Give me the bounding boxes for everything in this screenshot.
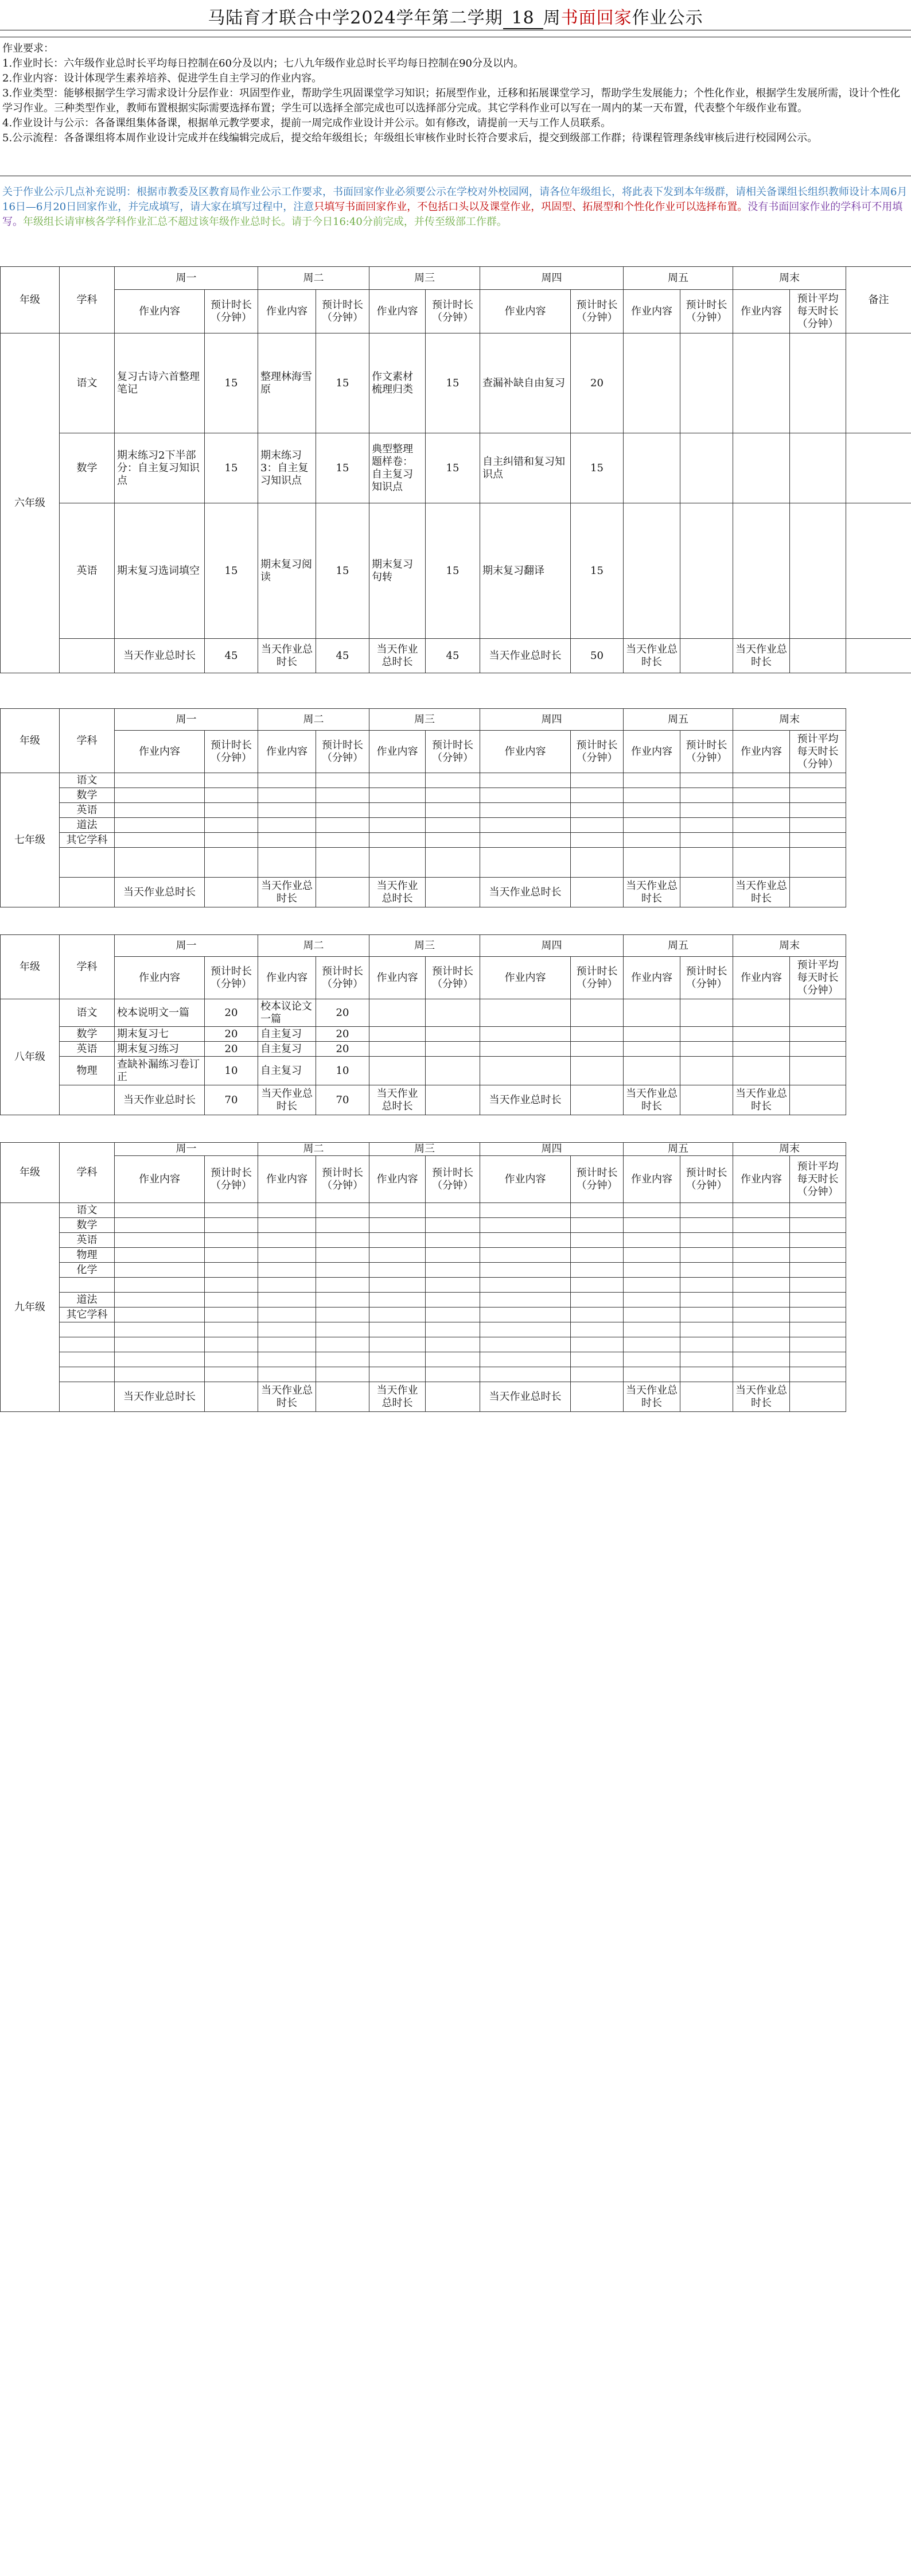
remark-header: 备注 (846, 267, 911, 333)
minutes-cell (790, 433, 846, 503)
table-row (1, 1337, 911, 1352)
est-header: 预计时长（分钟） (316, 290, 369, 333)
homework-cell: 自主纠错和复习知识点 (480, 433, 571, 503)
content-header: 作业内容 (733, 1156, 790, 1203)
subject-cell: 其它学科 (60, 833, 115, 848)
total-value: 50 (571, 639, 624, 673)
content-header: 作业内容 (480, 290, 571, 333)
est-header: 预计时长（分钟） (316, 731, 369, 773)
est-header: 预计时长（分钟） (426, 731, 480, 773)
total-label: 当天作业总时长 (733, 1085, 790, 1115)
total-label: 当天作业总时长 (369, 1085, 426, 1115)
grade7-table (0, 708, 911, 907)
day-header: 周三 (369, 935, 480, 957)
subject-cell: 英语 (60, 1233, 115, 1248)
subject-header: 学科 (60, 1143, 115, 1203)
supplement-text: 关于作业公示几点补充说明：根据市教委及区教育局作业公示工作要求，书面回家作业必须要公示在学校对外校园网，请各位年级组长，将此表下发到本年级群，请相关备课组长组织教师设计本周6月16日—6月20日回家作业，并完成填写，请大家在填写过程中，注意 (2, 186, 908, 213)
subject-cell: 语文 (60, 773, 115, 788)
minutes-cell (680, 503, 733, 639)
day-header: 周五 (624, 1143, 733, 1156)
est-header: 预计时长（分钟） (426, 290, 480, 333)
total-label: 当天作业总时长 (733, 1382, 790, 1412)
subject-cell: 道法 (60, 818, 115, 833)
totals-row (1, 1085, 911, 1115)
day-header: 周二 (258, 935, 369, 957)
day-header: 周末 (733, 935, 846, 957)
homework-cell: 校本议论文一篇 (258, 999, 316, 1027)
day-header: 周四 (480, 1143, 624, 1156)
subject-cell: 英语 (60, 803, 115, 818)
minutes-cell: 15 (316, 333, 369, 433)
supplement-text-purple: 没有书面回家作业的学科可不用填写。 (2, 201, 903, 228)
grade-label: 九年级 (1, 1203, 60, 1412)
title-prefix: 马陆育才联合中学2024学年第二学期 (208, 8, 503, 28)
day-header: 周一 (115, 709, 258, 731)
total-value: 70 (205, 1085, 258, 1115)
day-header: 周四 (480, 935, 624, 957)
content-header: 作业内容 (733, 290, 790, 333)
grade-header: 年级 (1, 709, 60, 773)
homework-cell: 自主复习 (258, 1042, 316, 1057)
table-row (1, 1233, 911, 1248)
minutes-cell: 15 (426, 333, 480, 433)
total-label: 当天作业总时长 (115, 1382, 205, 1412)
day-header: 周末 (733, 1143, 846, 1156)
table-row (1, 1367, 911, 1382)
grade-label: 七年级 (1, 773, 60, 907)
table-row (1, 833, 911, 848)
est-header: 预计时长（分钟） (316, 1156, 369, 1203)
subject-cell: 语文 (60, 999, 115, 1027)
est-header: 预计时长（分钟） (571, 1156, 624, 1203)
requirement-item: 2.作业内容：设计体现学生素养培养、促进学生自主学习的作业内容。 (2, 72, 322, 84)
day-header: 周三 (369, 709, 480, 731)
homework-cell: 查缺补漏练习卷订正 (115, 1057, 205, 1085)
table-row (1, 1278, 911, 1293)
supplement-note (2, 185, 908, 230)
day-header: 周末 (733, 267, 846, 290)
content-header: 作业内容 (624, 1156, 680, 1203)
subject-cell: 语文 (60, 1203, 115, 1218)
homework-cell (624, 333, 680, 433)
total-label: 当天作业总时长 (624, 639, 680, 673)
table-row (1, 803, 911, 818)
content-header: 作业内容 (115, 290, 205, 333)
grade-label: 六年级 (1, 333, 60, 673)
table-row (1, 999, 911, 1027)
grade-header: 年级 (1, 935, 60, 999)
day-header: 周三 (369, 1143, 480, 1156)
est-header: 预计时长（分钟） (205, 731, 258, 773)
homework-cell: 校本说明文一篇 (115, 999, 205, 1027)
weekly-avg-header: 预计平均每天时长（分钟） (790, 731, 846, 773)
content-header: 作业内容 (258, 957, 316, 999)
content-header: 作业内容 (369, 731, 426, 773)
content-header: 作业内容 (258, 731, 316, 773)
total-value: 45 (205, 639, 258, 673)
subject-header: 学科 (60, 935, 115, 999)
table-row (1, 1027, 911, 1042)
subject-cell: 语文 (60, 333, 115, 433)
total-label: 当天作业总时长 (115, 639, 205, 673)
table-row (1, 818, 911, 833)
homework-cell: 整理林海雪原 (258, 333, 316, 433)
homework-cell (733, 503, 790, 639)
est-header: 预计时长（分钟） (680, 957, 733, 999)
title-highlight: 书面回家 (560, 8, 632, 28)
table-row (1, 1203, 911, 1218)
est-header: 预计时长（分钟） (571, 290, 624, 333)
subject-cell: 数学 (60, 433, 115, 503)
table-row (1, 1263, 911, 1278)
totals-row (1, 639, 911, 673)
content-header: 作业内容 (369, 290, 426, 333)
requirement-item: 4.作业设计与公示：各备课组集体备课，根据单元教学要求，提前一周完成作业设计并公示。如有修改，请提前一天与工作人员联系。 (2, 117, 612, 129)
minutes-cell: 15 (316, 433, 369, 503)
remark-cell (846, 333, 911, 433)
content-header: 作业内容 (624, 731, 680, 773)
homework-cell: 自主复习 (258, 1057, 316, 1085)
minutes-cell: 20 (205, 1042, 258, 1057)
total-value: 45 (316, 639, 369, 673)
day-header: 周一 (115, 935, 258, 957)
content-header: 作业内容 (369, 1156, 426, 1203)
content-header: 作业内容 (480, 957, 571, 999)
content-header: 作业内容 (369, 957, 426, 999)
total-label: 当天作业总时长 (115, 1085, 205, 1115)
total-label: 当天作业总时长 (258, 1382, 316, 1412)
subject-cell: 英语 (60, 503, 115, 639)
table-row (1, 333, 911, 433)
total-label: 当天作业总时长 (369, 1382, 426, 1412)
homework-cell: 查漏补缺自由复习 (480, 333, 571, 433)
grade8-table (0, 934, 911, 1115)
table-row (1, 1352, 911, 1367)
minutes-cell: 20 (205, 1027, 258, 1042)
grade9-table (0, 1142, 911, 1412)
homework-cell: 作文素材梳理归类 (369, 333, 426, 433)
total-value: 45 (426, 639, 480, 673)
est-header: 预计时长（分钟） (316, 957, 369, 999)
subject-cell: 物理 (60, 1248, 115, 1263)
table-row (1, 788, 911, 803)
content-header: 作业内容 (115, 731, 205, 773)
supplement-highlight: 只填写书面回家作业，不包括口头以及课堂作业，巩固型、拓展型和个性化作业可以选择布置。 (314, 201, 748, 213)
content-header: 作业内容 (480, 1156, 571, 1203)
subject-cell: 物理 (60, 1057, 115, 1085)
grade-label: 八年级 (1, 999, 60, 1115)
content-header: 作业内容 (733, 731, 790, 773)
homework-cell: 复习古诗六首整理笔记 (115, 333, 205, 433)
est-header: 预计时长（分钟） (571, 957, 624, 999)
homework-cell: 期末复习句转 (369, 503, 426, 639)
homework-cell (624, 503, 680, 639)
homework-cell: 期末复习七 (115, 1027, 205, 1042)
table-row (1, 1293, 911, 1308)
est-header: 预计时长（分钟） (571, 731, 624, 773)
total-value (680, 639, 733, 673)
minutes-cell: 15 (571, 503, 624, 639)
subject-header: 学科 (60, 709, 115, 773)
est-header: 预计时长（分钟） (205, 957, 258, 999)
remark-cell (846, 503, 911, 639)
minutes-cell: 15 (571, 433, 624, 503)
total-label: 当天作业总时长 (369, 639, 426, 673)
totals-row (1, 878, 911, 907)
content-header: 作业内容 (480, 731, 571, 773)
day-header: 周二 (258, 267, 369, 290)
weekly-avg-header: 预计平均每天时长（分钟） (790, 290, 846, 333)
total-label: 当天作业总时长 (480, 878, 571, 907)
day-header: 周五 (624, 267, 733, 290)
day-header: 周五 (624, 709, 733, 731)
minutes-cell: 10 (205, 1057, 258, 1085)
minutes-cell: 15 (205, 503, 258, 639)
title-suffix: 作业公示 (632, 8, 703, 28)
minutes-cell: 20 (205, 999, 258, 1027)
minutes-cell: 15 (426, 503, 480, 639)
minutes-cell (680, 333, 733, 433)
day-header: 周末 (733, 709, 846, 731)
homework-cell: 期末练习2下半部分：自主复习知识点 (115, 433, 205, 503)
total-label: 当天作业总时长 (258, 878, 316, 907)
homework-cell: 期末复习练习 (115, 1042, 205, 1057)
minutes-cell: 20 (571, 333, 624, 433)
requirement-item: 1.作业时长：六年级作业总时长平均每日控制在60分及以内；七八九年级作业总时长平均每日控制在90分及以内。 (2, 57, 524, 69)
subject-cell: 其它学科 (60, 1308, 115, 1322)
weekly-avg-header: 预计平均每天时长（分钟） (790, 1156, 846, 1203)
minutes-cell: 20 (316, 1027, 369, 1042)
subject-cell: 数学 (60, 1027, 115, 1042)
subject-cell: 数学 (60, 1218, 115, 1233)
table-row (1, 773, 911, 788)
est-header: 预计时长（分钟） (205, 290, 258, 333)
homework-cell (624, 433, 680, 503)
minutes-cell: 15 (205, 333, 258, 433)
est-header: 预计时长（分钟） (680, 290, 733, 333)
homework-cell: 期末练习3：自主复习知识点 (258, 433, 316, 503)
minutes-cell (790, 333, 846, 433)
est-header: 预计时长（分钟） (205, 1156, 258, 1203)
total-label: 当天作业总时长 (733, 639, 790, 673)
table-row (1, 1322, 911, 1337)
total-label: 当天作业总时长 (624, 1085, 680, 1115)
minutes-cell: 20 (316, 1042, 369, 1057)
total-label: 当天作业总时长 (258, 639, 316, 673)
total-label: 当天作业总时长 (480, 1085, 571, 1115)
total-label: 当天作业总时长 (624, 878, 680, 907)
day-header: 周二 (258, 709, 369, 731)
minutes-cell: 20 (316, 999, 369, 1027)
content-header: 作业内容 (258, 290, 316, 333)
table-row (1, 1218, 911, 1233)
table-row (1, 433, 911, 503)
subject-cell: 数学 (60, 788, 115, 803)
table-row (1, 1248, 911, 1263)
totals-row (1, 1382, 911, 1412)
content-header: 作业内容 (624, 957, 680, 999)
total-label: 当天作业总时长 (624, 1382, 680, 1412)
est-header: 预计时长（分钟） (426, 1156, 480, 1203)
homework-cell (733, 333, 790, 433)
requirement-item: 3.作业类型：能够根据学生学习需求设计分层作业：巩固型作业，帮助学生巩固课堂学习知识；拓展型作业，迁移和拓展课堂学习，帮助学生发展能力；个性化作业，根据学生发展所需，设计个性化学习作业。三种类型作业，教师布置根据实际需要选择布置；学生可以选择全部完成也可以选择部分完成。其它学科作业可以写在一周内的某一天布置，代表整个年级作业布置。 (2, 87, 901, 114)
week-number: 18 (503, 8, 543, 29)
day-header: 周五 (624, 935, 733, 957)
requirements-block (2, 41, 908, 146)
day-header: 周一 (115, 267, 258, 290)
content-header: 作业内容 (258, 1156, 316, 1203)
table-row (1, 848, 911, 878)
day-header: 周三 (369, 267, 480, 290)
page-title (0, 3, 911, 29)
title-week-suffix: 周 (543, 8, 561, 28)
homework-cell: 期末复习选词填空 (115, 503, 205, 639)
total-label: 当天作业总时长 (115, 878, 205, 907)
subject-cell: 化学 (60, 1263, 115, 1278)
requirements-heading: 作业要求： (2, 42, 54, 55)
table-row (1, 503, 911, 639)
day-header: 周二 (258, 1143, 369, 1156)
est-header: 预计时长（分钟） (426, 957, 480, 999)
minutes-cell (790, 503, 846, 639)
content-header: 作业内容 (115, 1156, 205, 1203)
minutes-cell: 10 (316, 1057, 369, 1085)
total-label: 当天作业总时长 (480, 1382, 571, 1412)
est-header: 预计时长（分钟） (680, 1156, 733, 1203)
table-row (1, 1057, 911, 1085)
table-row (1, 1042, 911, 1057)
minutes-cell: 15 (205, 433, 258, 503)
homework-cell: 期末复习翻译 (480, 503, 571, 639)
minutes-cell (680, 433, 733, 503)
supplement-text-green: 年级组长请审核各学科作业汇总不超过该年级作业总时长。请于今日16:40分前完成，并传至级部工作群。 (23, 216, 507, 228)
homework-cell: 期末复习阅读 (258, 503, 316, 639)
grade6-table (0, 266, 911, 673)
homework-cell: 典型整理题样卷：自主复习知识点 (369, 433, 426, 503)
subject-header: 学科 (60, 267, 115, 333)
weekly-avg-header: 预计平均每天时长（分钟） (790, 957, 846, 999)
content-header: 作业内容 (115, 957, 205, 999)
total-value: 70 (316, 1085, 369, 1115)
day-header: 周四 (480, 709, 624, 731)
homework-cell (733, 433, 790, 503)
subject-cell: 英语 (60, 1042, 115, 1057)
minutes-cell: 15 (316, 503, 369, 639)
requirement-item: 5.公示流程：各备课组将本周作业设计完成并在线编辑完成后，提交给年级组长；年级组长审核作业时长符合要求后，提交到级部工作群；待课程管理条线审核后进行校园网公示。 (2, 132, 818, 144)
table-row (1, 1308, 911, 1322)
subject-cell: 道法 (60, 1293, 115, 1308)
day-header: 周四 (480, 267, 624, 290)
total-value (790, 639, 846, 673)
total-label: 当天作业总时长 (258, 1085, 316, 1115)
homework-cell: 自主复习 (258, 1027, 316, 1042)
grade-header: 年级 (1, 267, 60, 333)
grade-header: 年级 (1, 1143, 60, 1203)
total-label: 当天作业总时长 (480, 639, 571, 673)
total-label: 当天作业总时长 (733, 878, 790, 907)
content-header: 作业内容 (624, 290, 680, 333)
content-header: 作业内容 (733, 957, 790, 999)
total-label: 当天作业总时长 (369, 878, 426, 907)
est-header: 预计时长（分钟） (680, 731, 733, 773)
day-header: 周一 (115, 1143, 258, 1156)
remark-cell (846, 433, 911, 503)
minutes-cell: 15 (426, 433, 480, 503)
